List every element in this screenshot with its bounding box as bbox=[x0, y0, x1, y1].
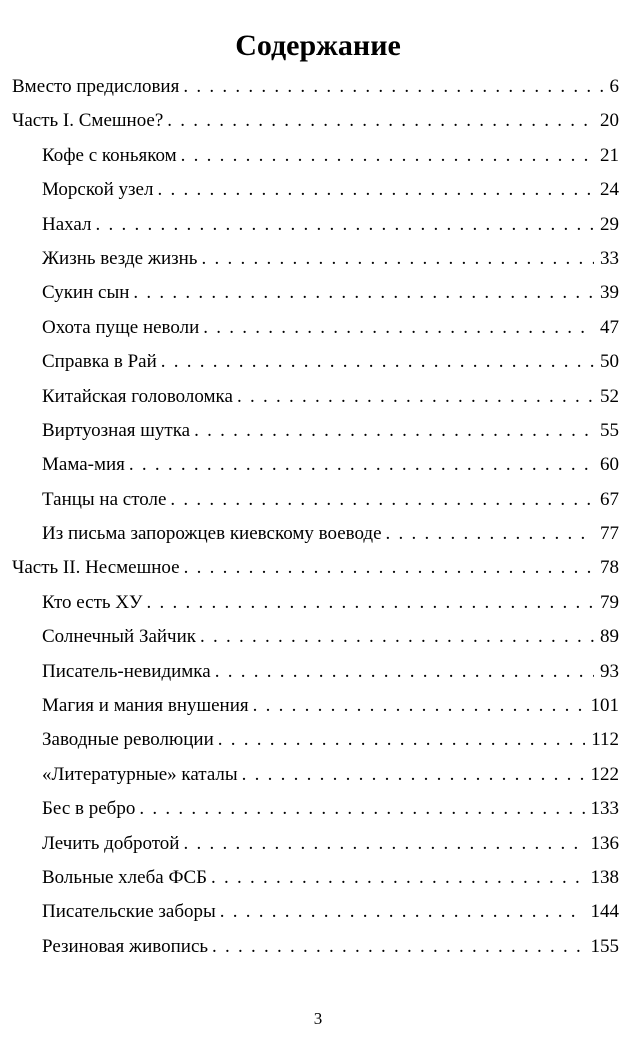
toc-entry-page-number: 77 bbox=[600, 523, 619, 545]
dot-leader bbox=[139, 792, 584, 826]
dot-leader bbox=[218, 723, 585, 757]
toc-chapter-entry bbox=[12, 723, 619, 757]
toc-entry-page-number: 136 bbox=[590, 832, 619, 854]
dot-leader bbox=[194, 414, 594, 448]
dot-leader bbox=[215, 655, 594, 689]
toc-chapter-entry bbox=[12, 345, 619, 379]
toc-chapter-entry bbox=[12, 655, 619, 689]
toc-entry-page-number: 89 bbox=[600, 626, 619, 648]
dot-leader bbox=[146, 586, 594, 620]
toc-chapter-entry bbox=[12, 242, 619, 276]
toc-section-entry bbox=[12, 70, 619, 104]
toc-entry-title: Нахал bbox=[42, 213, 92, 235]
dot-leader bbox=[184, 551, 594, 585]
dot-leader bbox=[201, 242, 594, 276]
toc-entry-title: Писательские заборы bbox=[42, 901, 216, 923]
toc-entry-page-number: 50 bbox=[600, 351, 619, 373]
toc-chapter-entry bbox=[12, 276, 619, 310]
toc-entry-title: Вольные хлеба ФСБ bbox=[42, 866, 208, 888]
toc-chapter-entry bbox=[12, 895, 619, 929]
toc-entry-title: Жизнь везде жизнь bbox=[42, 247, 198, 269]
toc-entry-page-number: 78 bbox=[600, 557, 619, 579]
toc-chapter-entry bbox=[12, 311, 619, 345]
toc-chapter-entry bbox=[12, 758, 619, 792]
dot-leader bbox=[212, 930, 584, 964]
toc-entry-page-number: 33 bbox=[600, 247, 619, 269]
toc-entry-page-number: 55 bbox=[600, 419, 619, 441]
dot-leader bbox=[203, 311, 594, 345]
toc-chapter-entry bbox=[12, 586, 619, 620]
toc-chapter-entry bbox=[12, 173, 619, 207]
toc-entry-page-number: 122 bbox=[590, 763, 619, 785]
toc-entry-title: Охота пуще неволи bbox=[42, 316, 200, 338]
toc-entry-title: Китайская головоломка bbox=[42, 385, 233, 407]
toc-entry-title: Бес в ребро bbox=[42, 798, 136, 820]
toc-entry-title: Магия и мания внушения bbox=[42, 695, 249, 717]
toc-entry-page-number: 52 bbox=[600, 385, 619, 407]
page-number: 3 bbox=[313, 1009, 323, 1028]
toc-entry-title: Танцы на столе bbox=[42, 488, 167, 510]
toc-entry-title: Кто есть ХУ bbox=[42, 591, 143, 613]
toc-entry-title: Морской узел bbox=[42, 179, 154, 201]
dot-leader bbox=[200, 620, 594, 654]
toc-entry-title: Часть II. Несмешное bbox=[12, 557, 180, 579]
toc-entry-page-number: 101 bbox=[590, 695, 619, 717]
table-of-contents bbox=[12, 70, 619, 964]
dot-leader bbox=[386, 517, 594, 551]
dot-leader bbox=[183, 70, 603, 104]
toc-entry-title: Справка в Рай bbox=[42, 351, 157, 373]
toc-entry-page-number: 155 bbox=[590, 935, 619, 957]
toc-entry-page-number: 144 bbox=[590, 901, 619, 923]
toc-chapter-entry bbox=[12, 620, 619, 654]
toc-entry-page-number: 138 bbox=[590, 866, 619, 888]
toc-entry-page-number: 60 bbox=[600, 454, 619, 476]
toc-entry-page-number: 133 bbox=[590, 798, 619, 820]
dot-leader bbox=[133, 276, 594, 310]
toc-entry-title: Мама-мия bbox=[42, 454, 125, 476]
toc-chapter-entry bbox=[12, 483, 619, 517]
toc-entry-title: «Литературные» каталы bbox=[42, 763, 238, 785]
toc-chapter-entry bbox=[12, 414, 619, 448]
dot-leader bbox=[129, 448, 594, 482]
dot-leader bbox=[183, 827, 584, 861]
toc-entry-page-number: 6 bbox=[609, 76, 619, 97]
toc-chapter-entry bbox=[12, 517, 619, 551]
toc-entry-title: Виртуозная шутка bbox=[42, 419, 191, 441]
dot-leader bbox=[170, 483, 594, 517]
toc-entry-page-number: 29 bbox=[600, 213, 619, 235]
toc-entry-page-number: 67 bbox=[600, 488, 619, 510]
toc-chapter-entry bbox=[12, 139, 619, 173]
toc-chapter-entry bbox=[12, 448, 619, 482]
dot-leader bbox=[181, 139, 594, 173]
dot-leader bbox=[96, 208, 595, 242]
toc-section-entry bbox=[12, 104, 619, 138]
dot-leader bbox=[161, 345, 594, 379]
dot-leader bbox=[211, 861, 584, 895]
toc-entry-title: Кофе с коньяком bbox=[42, 144, 177, 166]
toc-entry-title: Лечить добротой bbox=[42, 832, 180, 854]
toc-chapter-entry bbox=[12, 930, 619, 964]
dot-leader bbox=[242, 758, 585, 792]
toc-section-entry bbox=[12, 551, 619, 585]
toc-entry-page-number: 20 bbox=[600, 110, 619, 132]
dot-leader bbox=[237, 380, 594, 414]
toc-chapter-entry bbox=[12, 689, 619, 723]
toc-entry-title: Солнечный Зайчик bbox=[42, 626, 197, 648]
toc-chapter-entry bbox=[12, 861, 619, 895]
toc-entry-page-number: 39 bbox=[600, 282, 619, 304]
toc-entry-page-number: 79 bbox=[600, 591, 619, 613]
toc-entry-page-number: 47 bbox=[600, 316, 619, 338]
toc-entry-title: Часть I. Смешное? bbox=[12, 110, 164, 132]
toc-chapter-entry bbox=[12, 380, 619, 414]
dot-leader bbox=[157, 173, 594, 207]
toc-entry-title: Из письма запорожцев киевскому воеводе bbox=[42, 523, 382, 545]
toc-entry-title: Резиновая живопись bbox=[42, 935, 209, 957]
dot-leader bbox=[253, 689, 585, 723]
toc-entry-title: Вместо предисловия bbox=[12, 76, 180, 97]
toc-entry-page-number: 24 bbox=[600, 179, 619, 201]
toc-chapter-entry bbox=[12, 827, 619, 861]
toc-entry-page-number: 21 bbox=[600, 144, 619, 166]
dot-leader bbox=[167, 104, 594, 138]
dot-leader bbox=[220, 895, 585, 929]
toc-chapter-entry bbox=[12, 208, 619, 242]
toc-entry-title: Заводные революции bbox=[42, 729, 214, 751]
toc-chapter-entry bbox=[12, 792, 619, 826]
toc-entry-title: Сукин сын bbox=[42, 282, 130, 304]
toc-entry-page-number: 93 bbox=[600, 660, 619, 682]
page-title: Содержание bbox=[235, 29, 401, 63]
toc-entry-title: Писатель-невидимка bbox=[42, 660, 211, 682]
toc-entry-page-number: 112 bbox=[591, 729, 619, 751]
